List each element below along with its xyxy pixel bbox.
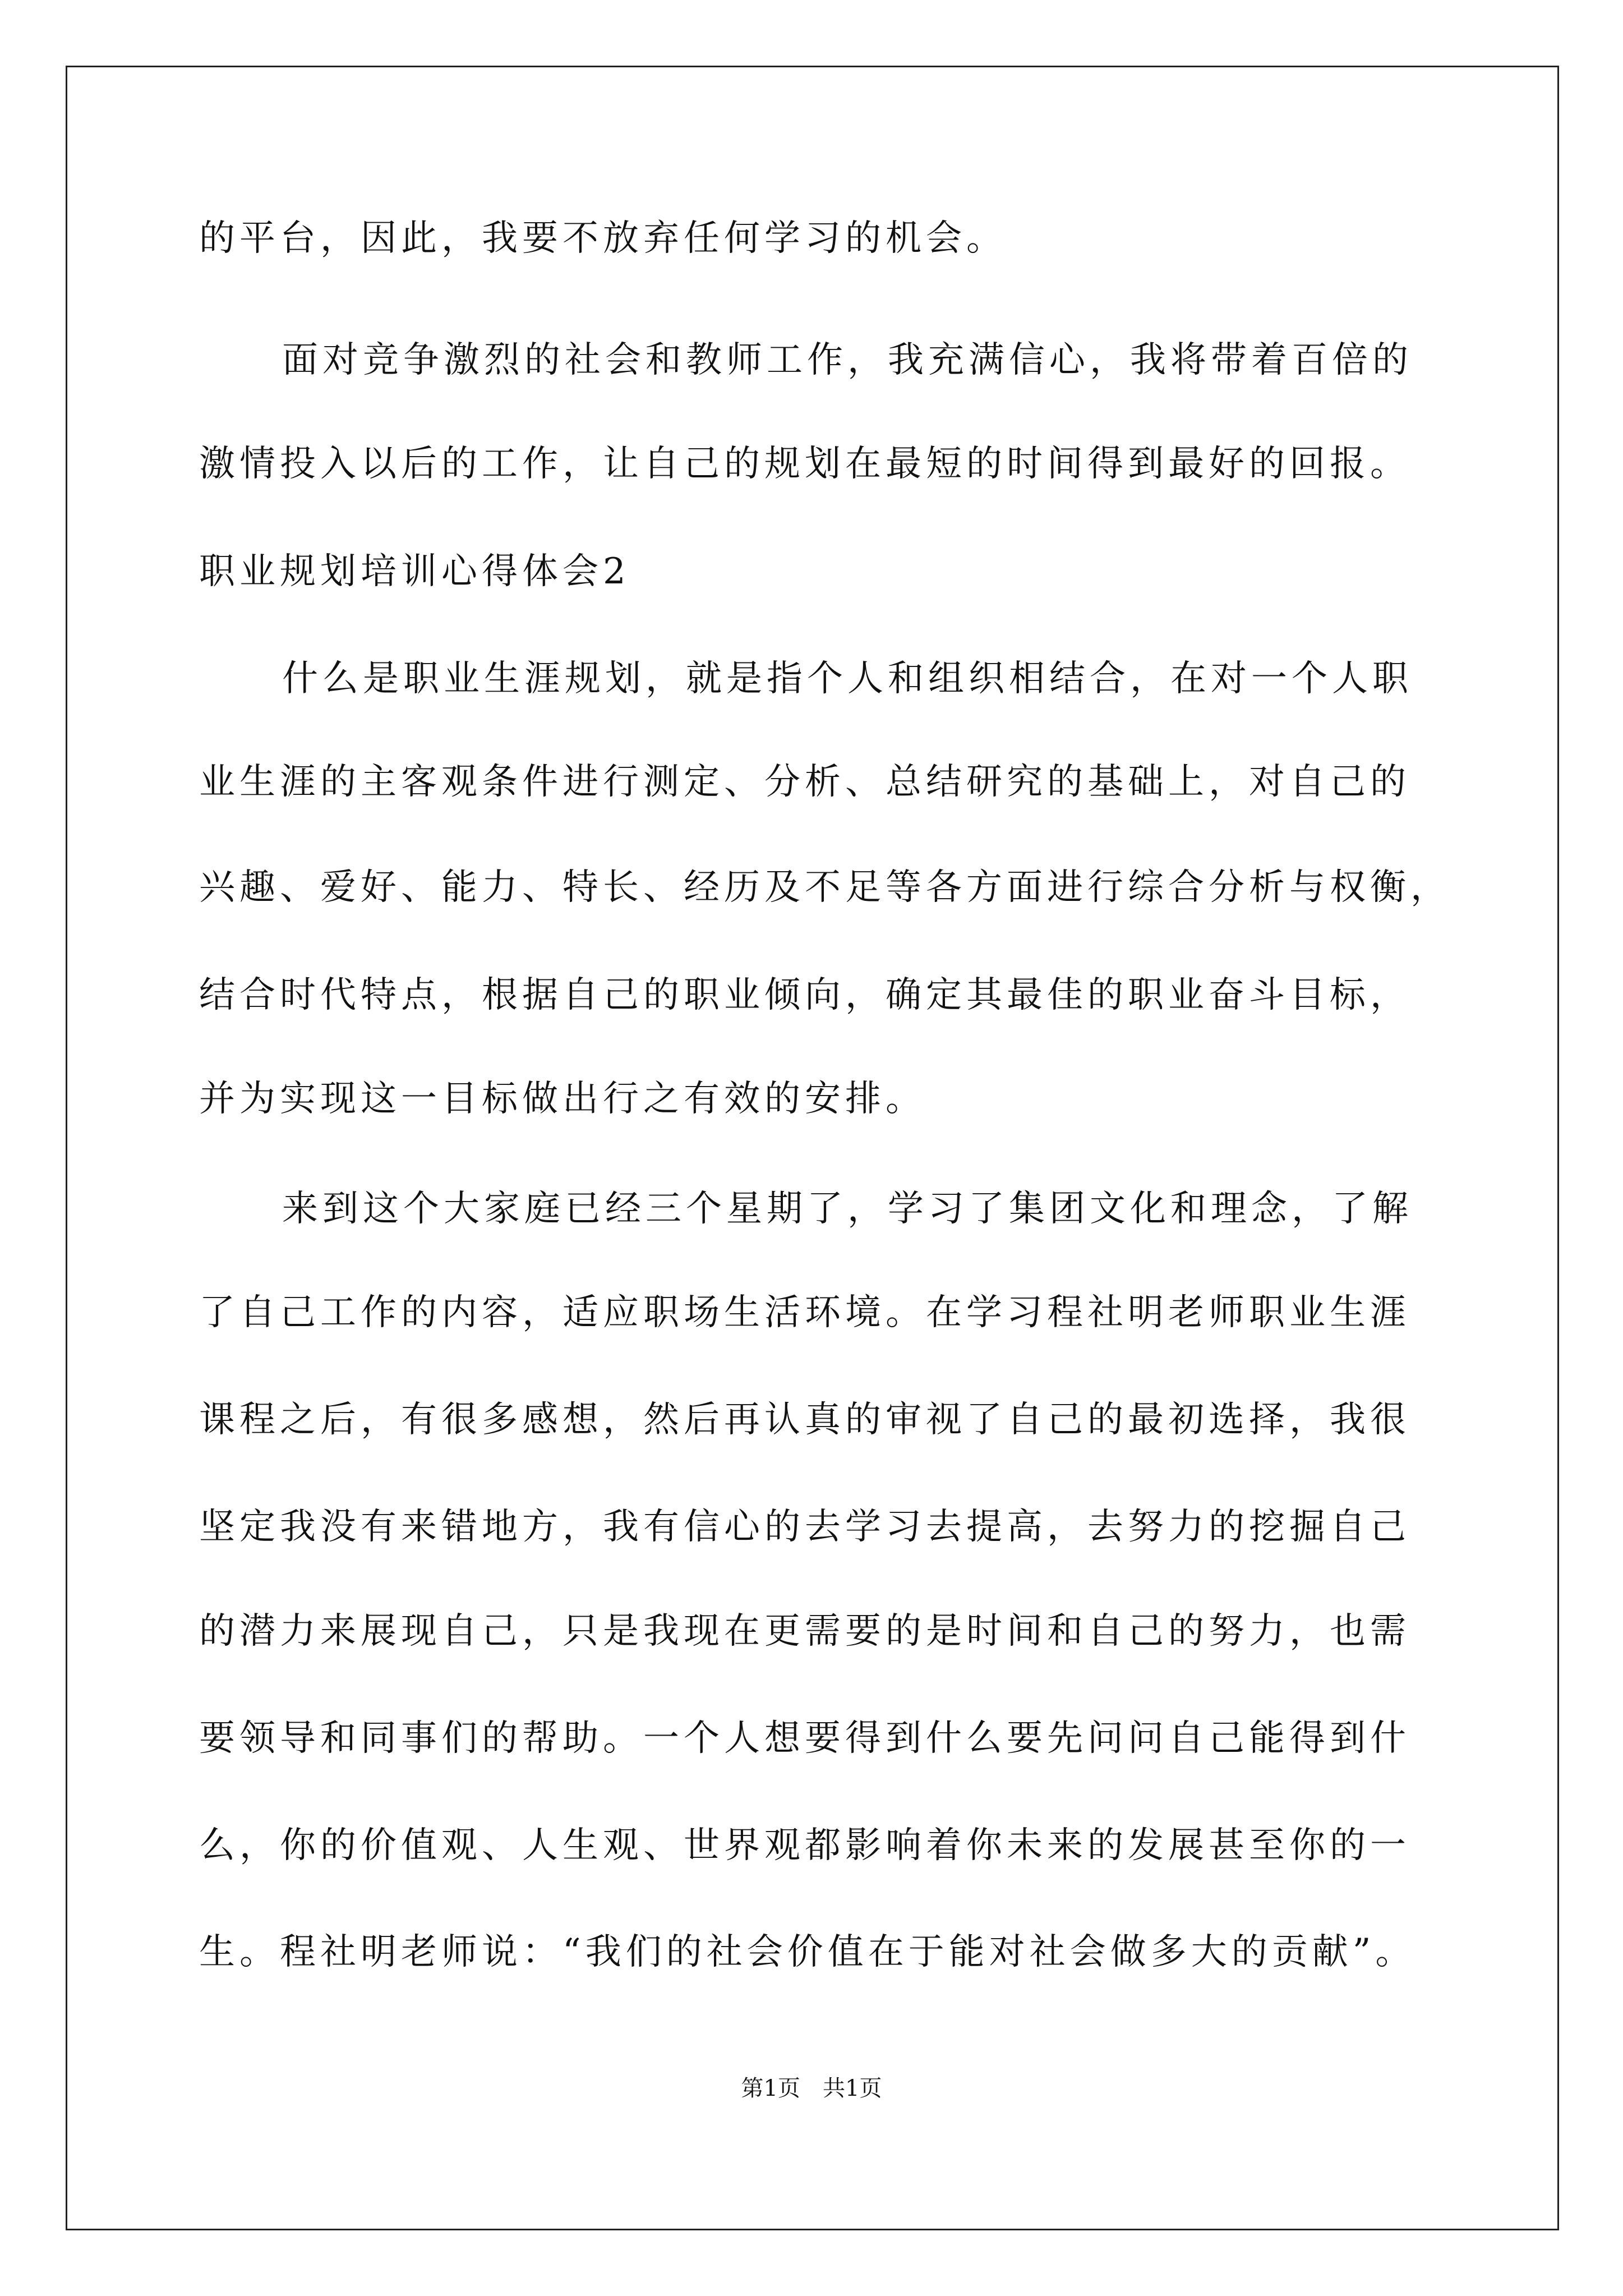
paragraph-line: 坚定我没有来错地方，我有信心的去学习去提高，去努力的挖掘自己: [199, 1506, 1410, 1548]
paragraph-line: 面对竞争激烈的社会和教师工作，我充满信心，我将带着百倍的: [282, 339, 1413, 381]
paragraph-line: 来到这个大家庭已经三个星期了，学习了集团文化和理念，了解: [282, 1188, 1413, 1230]
paragraph-line: 并为实现这一目标做出行之有效的安排。: [199, 1078, 926, 1120]
page-footer: 第1页 共1页: [741, 2076, 882, 2101]
paragraph-line: 么，你的价值观、人生观、世界观都影响着你未来的发展甚至你的一: [199, 1825, 1410, 1866]
paragraph-line: 了自己工作的内容，适应职场生活环境。在学习程社明老师职业生涯: [199, 1292, 1410, 1333]
paragraph-line: 结合时代特点，根据自己的职业倾向，确定其最佳的职业奋斗目标，: [199, 974, 1410, 1016]
paragraph-line: 的潜力来展现自己，只是我现在更需要的是时间和自己的努力，也需: [199, 1611, 1410, 1652]
paragraph-line: 兴趣、爱好、能力、特长、经历及不足等各方面进行综合分析与权衡，: [199, 867, 1451, 908]
paragraph-line: 要领导和同事们的帮助。一个人想要得到什么要先问问自己能得到什: [199, 1718, 1410, 1759]
paragraph-line: 激情投入以后的工作，让自己的规划在最短的时间得到最好的回报。: [199, 443, 1410, 485]
paragraph-line: 什么是职业生涯规划，就是指个人和组织相结合，在对一个人职: [282, 658, 1413, 700]
paragraph-line: 业生涯的主客观条件进行测定、分析、总结研究的基础上，对自己的: [199, 761, 1410, 803]
section-heading: 职业规划培训心得体会2: [199, 551, 630, 592]
paragraph-line: 的平台，因此，我要不放弃任何学习的机会。: [199, 218, 1007, 259]
paragraph-line: 课程之后，有很多感想，然后再认真的审视了自己的最初选择，我很: [199, 1399, 1410, 1441]
page-border: [66, 66, 1559, 2230]
paragraph-line: 生。程社明老师说：“我们的社会价值在于能对社会做多大的贡献”。: [199, 1931, 1416, 1973]
